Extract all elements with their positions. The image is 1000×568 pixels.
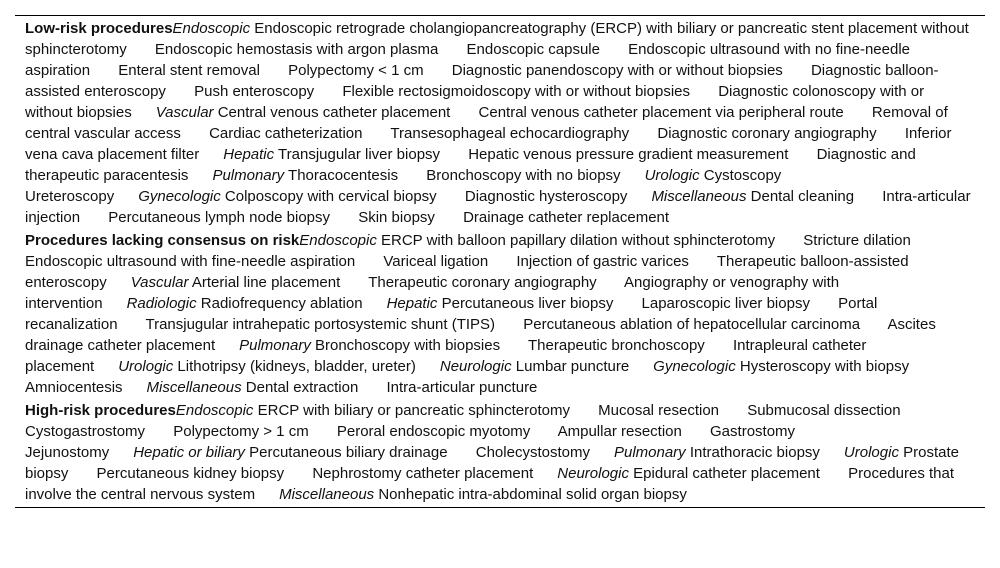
procedure-group-label: Gynecologic [653,358,736,375]
procedure-item: Arterial line placement [191,274,341,291]
procedure-group [614,444,844,461]
procedure-group [440,358,653,375]
procedure-item: Nephrostomy catheter placement [312,465,534,482]
procedure-item: Epidural catheter placement [633,465,820,482]
procedure-item: Intra-articular injection [25,188,971,226]
procedure-item: Intrapleural catheter placement [25,337,867,375]
procedure-item: Endoscopic retrograde cholangiopancreatography (ERCP) with biliary or pancreatic stent placement without sphincterotomy [25,20,969,58]
procedure-item: Diagnostic colonoscopy with or without biopsies [25,83,925,121]
procedure-item: Endoscopic ultrasound with fine-needle aspiration [25,253,356,270]
procedure-group [118,358,440,375]
procedure-group [133,444,614,461]
procedure-item: Skin biopsy [358,209,435,226]
procedure-item: Percutaneous ablation of hepatocellular carcinoma [523,316,861,333]
procedure-item: Submucosal dissection [747,402,901,419]
procedure-item: Jejunostomy [25,444,110,461]
procedure-item: Cardiac catheterization [209,125,363,142]
procedure-item: Mucosal resection [598,402,720,419]
procedure-item: Lumbar puncture [515,358,630,375]
procedure-item: Bronchoscopy with biopsies [315,337,501,354]
procedure-group [279,486,711,503]
procedure-item: Diagnostic hysteroscopy [464,188,628,205]
procedure-item: ERCP with biliary or pancreatic sphincterotomy [257,402,570,419]
procedure-item: Therapeutic coronary angiography [368,274,597,291]
procedure-group-label: Urologic [843,444,899,461]
procedure-group-label: Endoscopic [172,20,251,37]
procedure-item: Removal of central vascular access [25,104,948,142]
procedure-item: Cystogastrostomy [25,423,146,440]
procedure-item: Drainage catheter replacement [463,209,670,226]
procedure-item: Laparoscopic liver biopsy [641,295,810,312]
procedure-item: Hepatic venous pressure gradient measurement [468,146,789,163]
procedure-item: Transjugular intrahepatic portosystemic shunt (TIPS) [145,316,496,333]
procedure-item: Bronchoscopy with no biopsy [426,167,621,184]
risk-category-label: Low-risk procedures [25,20,173,37]
risk-category-label: High-risk procedures [25,402,176,419]
procedure-item: Ascites drainage catheter placement [25,316,936,354]
procedure-item: Angiography or venography with intervention [25,274,840,312]
procedure-item: Dental cleaning [750,188,855,205]
procedure-item: Polypectomy < 1 cm [288,62,424,79]
procedure-group-label: Miscellaneous [651,188,747,205]
procedure-item: Stricture dilation [803,232,911,249]
procedure-item: Nonhepatic intra-abdominal solid organ biopsy [378,486,687,503]
procedure-item: Cystoscopy [703,167,782,184]
procedure-item: Central venous catheter placement [217,104,451,121]
procedure-group-label: Hepatic [223,146,275,163]
procedure-item: Gastrostomy [710,423,796,440]
procedure-item: Percutaneous kidney biopsy [96,465,285,482]
procedure-item: Lithotripsy (kidneys, bladder, ureter) [177,358,416,375]
procedure-item: Inferior vena cava placement filter [25,125,952,163]
procedure-group [212,167,644,184]
procedure-group-label: Pulmonary [212,167,285,184]
procedure-item: Intrathoracic biopsy [689,444,820,461]
risk-category-row [15,400,985,505]
procedure-group-label: Pulmonary [239,337,311,354]
procedure-group-label: Endoscopic [299,232,377,249]
procedure-group [138,188,651,205]
procedure-item: Percutaneous liver biopsy [441,295,614,312]
procedure-item: ERCP with balloon papillary dilation without sphincterotomy [381,232,776,249]
procedure-item: Amniocentesis [25,379,123,396]
procedure-group-label: Urologic [118,358,174,375]
procedure-item: Colposcopy with cervical biopsy [224,188,437,205]
procedure-item: Portal recanalization [25,295,878,333]
procedure-item: Endoscopic capsule [466,41,600,58]
procedure-group-label: Gynecologic [138,188,221,205]
procedure-group-label: Urologic [644,167,700,184]
procedure-item: Injection of gastric varices [516,253,689,270]
procedure-item: Therapeutic bronchoscopy [528,337,705,354]
procedure-group-label: Hepatic [386,295,438,312]
procedure-item: Intra-articular puncture [386,379,538,396]
procedure-item: Push enteroscopy [194,83,315,100]
procedure-group-label: Endoscopic [175,402,254,419]
procedure-item: Flexible rectosigmoidoscopy with or without biopsies [342,83,691,100]
procedure-item: Percutaneous biliary drainage [249,444,448,461]
procedure-item: Ampullar resection [557,423,682,440]
procedure-group [127,295,387,312]
procedure-item: Therapeutic balloon-assisted enteroscopy [25,253,909,291]
procedure-group-label: Miscellaneous [279,486,375,503]
procedure-item: Diagnostic panendoscopy with or without biopsies [451,62,783,79]
procedure-item: Radiofrequency ablation [200,295,363,312]
procedure-group-label: Vascular [130,274,189,291]
procedure-risk-table [15,15,985,508]
risk-category-row [15,230,985,398]
procedure-item: Endoscopic hemostasis with argon plasma [154,41,439,58]
procedure-group [147,379,562,396]
procedure-item: Diagnostic and therapeutic paracentesis [25,146,916,184]
procedure-item: Hysteroscopy with biopsy [739,358,910,375]
procedure-item: Transesophageal echocardiography [390,125,630,142]
procedure-item: Variceal ligation [383,253,489,270]
procedure-item: Thoracocentesis [288,167,399,184]
procedure-group-label: Hepatic or biliary [133,444,245,461]
procedure-item: Diagnostic coronary angiography [657,125,877,142]
procedure-item: Percutaneous lymph node biopsy [108,209,331,226]
procedure-item: Dental extraction [245,379,359,396]
procedure-group-label: Radiologic [126,295,197,312]
procedure-item: Central venous catheter placement via peripheral route [478,104,844,121]
procedure-group-label: Neurologic [439,358,512,375]
procedure-group-label: Vascular [155,104,214,121]
procedure-item: Transjugular liver biopsy [278,146,441,163]
procedure-item: Ureteroscopy [25,188,115,205]
procedure-item: Procedures that involve the central nervous system [25,465,955,503]
risk-category-label: Procedures lacking consensus on risk [25,232,300,249]
procedure-item: Endoscopic ultrasound with no fine-needle aspiration [25,41,910,79]
procedure-item: Prostate biopsy [25,444,959,482]
procedure-item: Diagnostic balloon-assisted enteroscopy [25,62,939,100]
risk-category-row [15,18,985,228]
procedure-item: Enteral stent removal [118,62,260,79]
procedure-item: Peroral endoscopic myotomy [336,423,531,440]
procedure-group-label: Miscellaneous [146,379,242,396]
procedure-group-label: Neurologic [557,465,629,482]
procedure-item: Cholecystostomy [475,444,590,461]
procedure-item: Polypectomy > 1 cm [173,423,309,440]
procedure-group-label: Pulmonary [613,444,686,461]
